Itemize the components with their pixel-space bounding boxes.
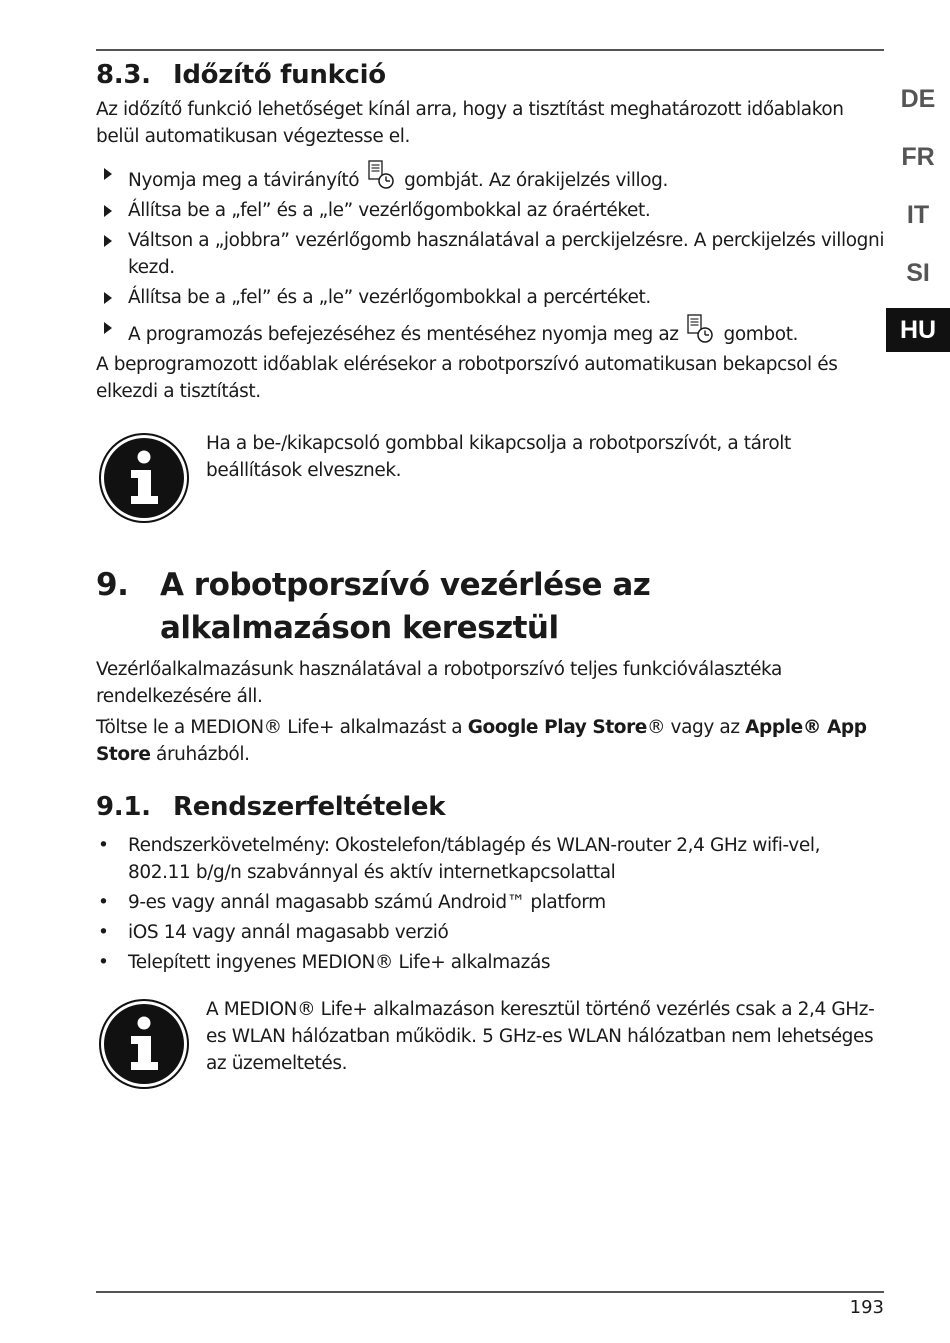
app-download: Töltse le a MEDION® Life+ alkalmazást a Google Play Store® vagy az Apple® App Store áruházból. bbox=[96, 717, 867, 765]
chapter-heading-9 bbox=[96, 564, 886, 650]
requirements-list bbox=[96, 832, 886, 976]
section-heading-9-1 bbox=[96, 792, 886, 822]
page-number: 193 bbox=[849, 1297, 884, 1318]
timer-remote-icon bbox=[686, 314, 716, 344]
section-heading-8-3 bbox=[96, 60, 886, 90]
triangle-right-icon bbox=[104, 235, 112, 247]
app-intro: Vezérlőalkalmazásunk használatával a robotporszívó teljes funkcióválasztéka rendelkezésére áll. bbox=[96, 659, 782, 707]
section-number: 9.1. bbox=[96, 792, 151, 822]
triangle-right-icon bbox=[104, 322, 112, 334]
timer-steps bbox=[96, 160, 886, 348]
chapter-number: 9. bbox=[96, 567, 129, 603]
step-item: Nyomja meg a távirányító gombját. Az órakijelzés villog. bbox=[96, 160, 886, 194]
section-title: Időzítő funkció bbox=[173, 60, 386, 90]
section-title: Rendszerfeltételek bbox=[173, 792, 446, 822]
info-icon bbox=[98, 998, 190, 1090]
header-rule bbox=[96, 49, 884, 51]
chapter-title: A robotporszívó vezérlése az alkalmazáson keresztül bbox=[160, 567, 651, 646]
info-note-text: Ha a be-/kikapcsoló gombbal kikapcsolja a robotporszívót, a tárolt beállítások elvesznek. bbox=[206, 433, 791, 481]
lang-tab-hu[interactable]: HU bbox=[886, 308, 950, 352]
info-note bbox=[96, 432, 886, 524]
language-tabs bbox=[886, 70, 950, 352]
list-item: • iOS 14 vagy annál magasabb verzió bbox=[98, 922, 449, 943]
step-item: A programozás befejezéséhez és mentéséhez nyomja meg az gombot. bbox=[96, 314, 886, 348]
info-note bbox=[96, 998, 886, 1090]
page-content bbox=[96, 58, 886, 1090]
list-item: • 9-es vagy annál magasabb számú Android™ platform bbox=[98, 892, 606, 913]
timer-remote-icon bbox=[367, 160, 397, 190]
lang-tab-fr[interactable]: FR bbox=[901, 142, 935, 171]
step-item: Állítsa be a „fel” és a „le” vezérlőgombokkal az óraértéket. bbox=[96, 197, 886, 224]
section-number: 8.3. bbox=[96, 60, 151, 90]
triangle-right-icon bbox=[104, 168, 112, 180]
step-item: Váltson a „jobbra” vezérlőgomb használatával a perckijelzésre. A perckijelzés villogni kezd. bbox=[96, 227, 886, 281]
timer-intro: Az időzítő funkció lehetőséget kínál arra, hogy a tisztítást meghatározott időablakon belül automatikusan végeztesse el. bbox=[96, 99, 844, 147]
timer-outro: A beprogramozott időablak elérésekor a robotporszívó automatikusan bekapcsol és elkezdi a tisztítást. bbox=[96, 354, 838, 402]
triangle-right-icon bbox=[104, 205, 112, 217]
step-item: Állítsa be a „fel” és a „le” vezérlőgombokkal a percértéket. bbox=[96, 284, 886, 311]
list-item: • Rendszerkövetelmény: Okostelefon/táblagép és WLAN-router 2,4 GHz wifi-vel, 802.11 b/g/n szabvánnyal és aktív internetkapcsolattal bbox=[98, 835, 821, 883]
list-item: • Telepített ingyenes MEDION® Life+ alkalmazás bbox=[98, 952, 551, 973]
lang-tab-it[interactable]: IT bbox=[906, 200, 930, 229]
info-icon bbox=[98, 432, 190, 524]
footer-rule bbox=[96, 1291, 884, 1293]
triangle-right-icon bbox=[104, 292, 112, 304]
info-note-text: A MEDION® Life+ alkalmazáson keresztül történő vezérlés csak a 2,4 GHz-es WLAN hálózatban működik. 5 GHz-es WLAN hálózatban nem lehetséges az üzemeltetés. bbox=[206, 999, 875, 1074]
lang-tab-de[interactable]: DE bbox=[900, 84, 936, 113]
lang-tab-si[interactable]: SI bbox=[906, 258, 930, 287]
